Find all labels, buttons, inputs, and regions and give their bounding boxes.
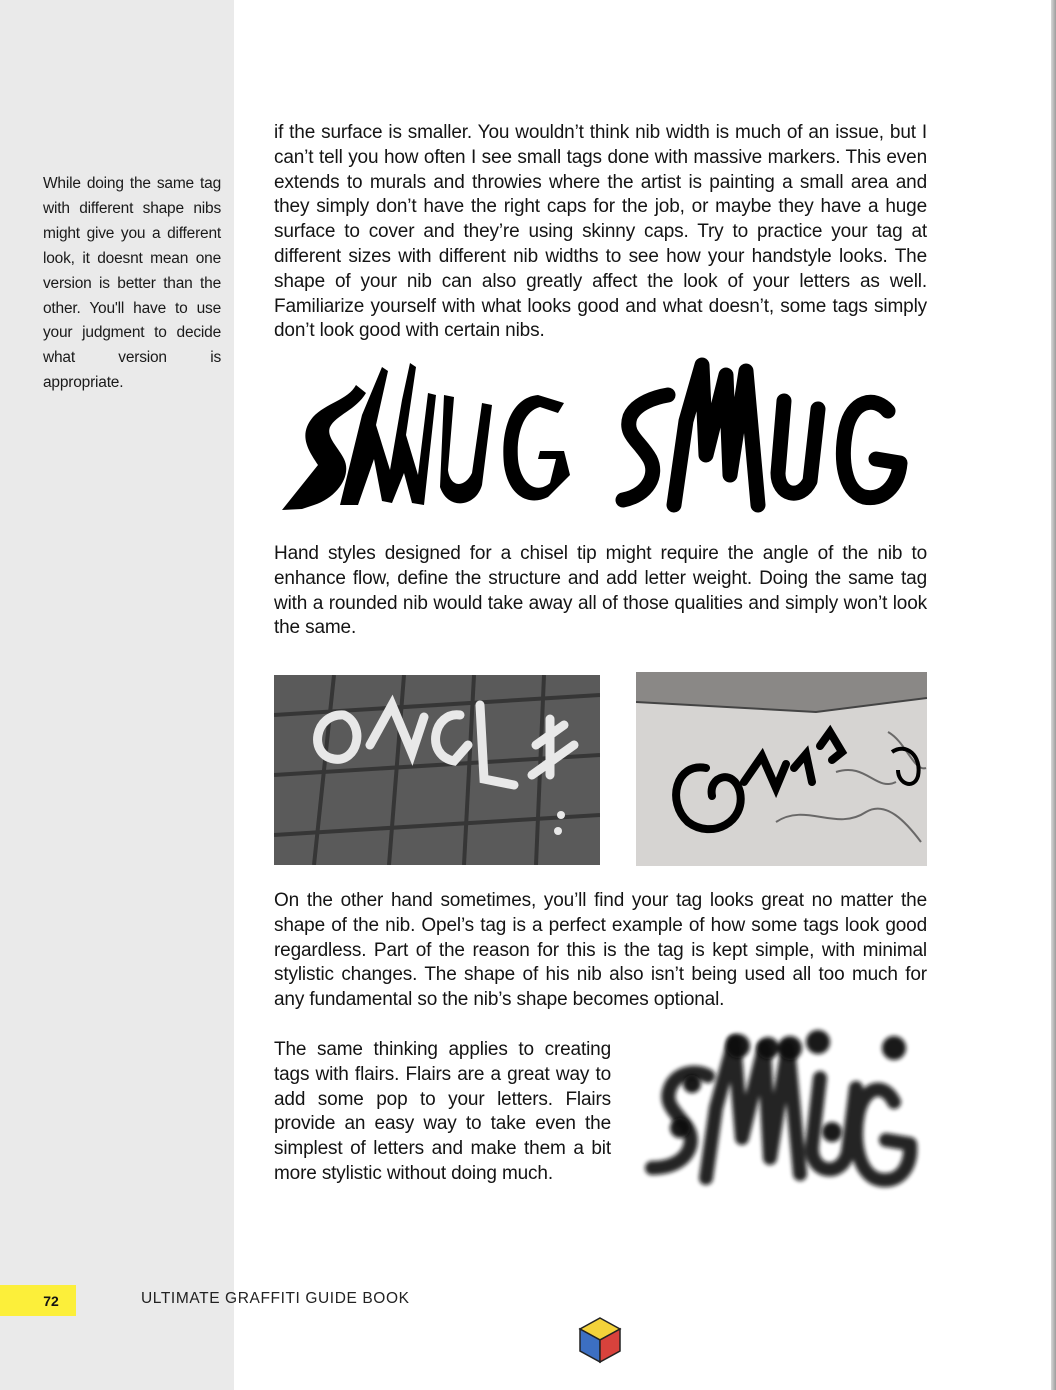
- spray-flair-tag-illustration: [632, 1018, 924, 1196]
- tiles-scene: [274, 675, 600, 865]
- page-edge-shadow: [1051, 0, 1056, 1390]
- spray-tag-letters: [652, 1042, 910, 1180]
- book-title-footer: ULTIMATE GRAFFITI GUIDE BOOK: [141, 1290, 410, 1307]
- cube-logo-icon: [578, 1316, 622, 1364]
- sidebar-note: While doing the same tag with different shape nibs might give you a different look, it doesnt mean one version is better than the other. You'll have to use your judgment to decide what version is appropriate.: [43, 175, 221, 392]
- opel-tag-wall-photo: [636, 672, 927, 866]
- body-paragraph-4: The same thinking applies to creating tags with flairs. Flairs are a great way to add some pop to your letters. Flairs provide an easy way to take even the simplest of letters and make them a bit more stylistic without doing much.: [274, 1039, 611, 1184]
- body-paragraph-3: On the other hand sometimes, you’ll find your tag looks great no matter the shape of the nib. Opel’s tag is a perfect example of how some tags look good regardless. Part of the reason for this is the tag is kept simple, with minimal stylistic changes. The shape of his nib also isn’t being used all too much for any fundamental so the nib’s shape becomes optional.: [274, 890, 927, 1011]
- page-number-tab: 72: [0, 1285, 76, 1316]
- smug-tag-comparison-illustration: [278, 355, 923, 520]
- body-paragraph-1: if the surface is smaller. You wouldn’t think nib width is much of an issue, but I can’t tell you how often I see small tags done with massive markers. This even extends to murals and throwies where the artist is painting a small area and they simply don’t have the right caps for the job, or maybe they have a huge surface to cover and they’re using skinny caps. Try to practice your tag at different sizes with different nib widths to see how your handstyle looks. The shape of your nib can also greatly affect the look of your letters as well. Familiarize yourself with what looks good and what doesn’t, some tags simply don’t look good with certain nibs.: [274, 122, 927, 342]
- chisel-nib-tag: [282, 363, 570, 510]
- round-nib-tag: [623, 365, 900, 505]
- opel-tag-tiles-photo: [274, 675, 600, 865]
- body-paragraph-2: Hand styles designed for a chisel tip might require the angle of the nib to enhance flow, define the structure and add letter weight. Doing the same tag with a rounded nib would take away all of those qualities and simply won’t look the same.: [274, 543, 927, 639]
- wall-scene: [636, 672, 927, 866]
